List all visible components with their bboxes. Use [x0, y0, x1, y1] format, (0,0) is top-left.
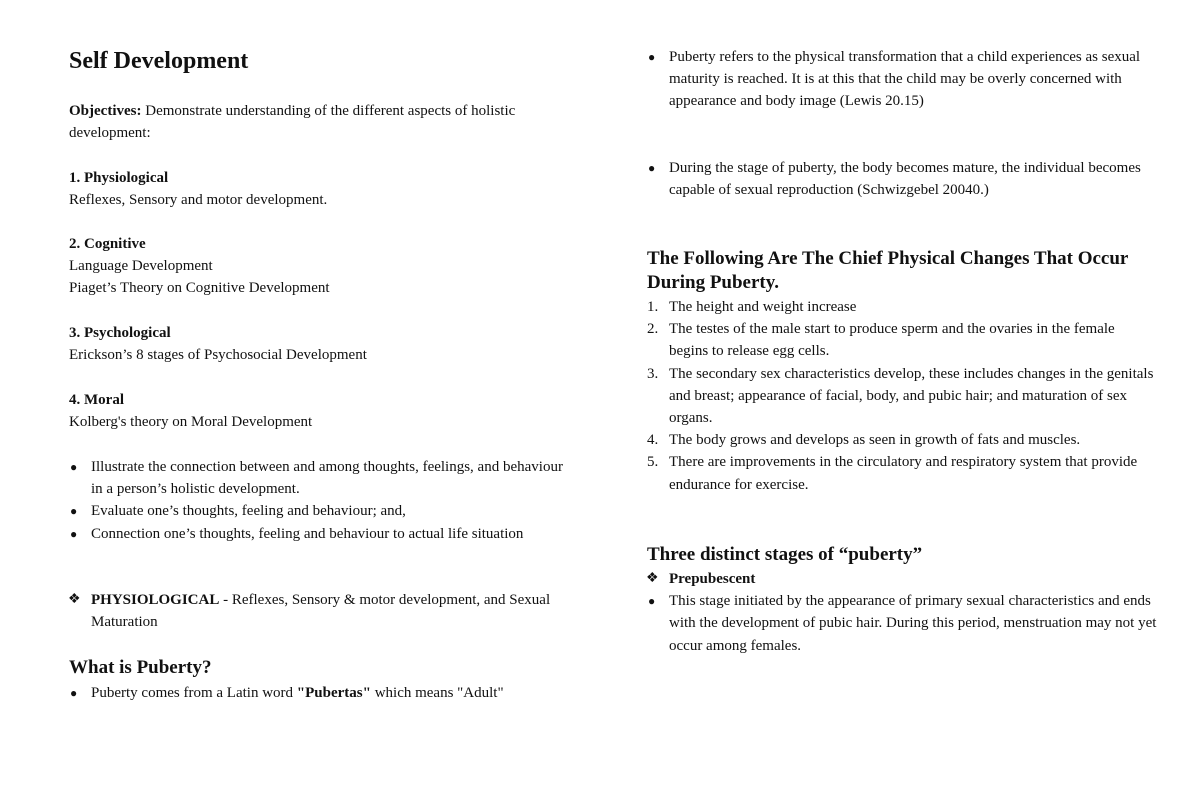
puberty-heading: What is Puberty?	[69, 657, 212, 678]
changes-heading: The Following Are The Chief Physical Changes That Occur During Puberty.	[647, 248, 1129, 293]
section-heading: 2. Cognitive	[69, 236, 146, 252]
changes-numbered-list	[647, 296, 1157, 496]
list-item: ● During the stage of puberty, the body becomes mature, the individual becomes capable of sexual reproduction (Schwizgebel 20040.)	[647, 157, 1157, 201]
list-item: ● Connection one’s thoughts, feeling and behaviour to actual life situation	[69, 523, 564, 545]
bullet-icon: ●	[648, 594, 656, 609]
objectives-label: Objectives:	[69, 103, 142, 119]
physiological-text: - Reflexes, Sensory & motor development, and Sexual Maturation	[91, 592, 551, 631]
bullet-icon: ●	[70, 460, 78, 474]
section-line: Erickson’s 8 stages of Psychosocial Development	[69, 347, 367, 364]
section-heading: 3. Psychological	[69, 325, 171, 341]
prepubescent-item	[647, 568, 1157, 657]
list-item: ● Illustrate the connection between and among thoughts, feelings, and behaviour in a person’s holistic development.	[69, 456, 564, 500]
objectives-paragraph	[69, 100, 564, 144]
list-item: 2. The testes of the male start to produce sperm and the ovaries in the female begins to release egg cells.	[647, 321, 1115, 360]
list-item: 1. The height and weight increase	[647, 299, 857, 315]
section-line: Kolberg's theory on Moral Development	[69, 414, 313, 431]
section-line: Reflexes, Sensory and motor development.	[69, 192, 328, 209]
physiological-label: PHYSIOLOGICAL	[91, 592, 220, 608]
page-title: Self Development	[69, 48, 249, 74]
list-item: 3. The secondary sex characteristics develop, these includes changes in the genitals and breast; appearance of facial, body, and pubic hair; and maturation of sex organs.	[647, 365, 1154, 427]
physiological-item	[69, 589, 564, 633]
section-line: Language Development	[69, 258, 213, 275]
objectives-text: Demonstrate understanding of the different aspects of holistic development:	[69, 103, 516, 142]
objectives-bullet-list	[69, 456, 564, 545]
list-item: 4. The body grows and develops as seen in growth of fats and muscles.	[647, 432, 1081, 449]
list-item: ● This stage initiated by the appearance of primary sexual characteristics and ends with the development of pubic hair. During this period, menstruation may not yet occur among females.	[647, 590, 1157, 657]
section-line: Piaget’s Theory on Cognitive Development	[69, 280, 330, 297]
diamond-bullet-icon: ❖	[646, 571, 659, 586]
stage-label: Prepubescent	[669, 571, 756, 587]
bullet-icon: ●	[648, 161, 656, 175]
stages-heading: Three distinct stages of “puberty”	[647, 544, 923, 565]
bullet-icon: ●	[70, 526, 78, 541]
puberty-stage-bullet	[647, 157, 1157, 201]
section-cognitive	[69, 233, 564, 300]
puberty-definition-bullet	[647, 46, 1157, 113]
list-item: ● Puberty comes from a Latin word "Pubertas" which means "Adult"	[69, 682, 564, 704]
section-physiological	[69, 167, 564, 211]
bullet-icon: ●	[70, 504, 78, 519]
list-item: ● Puberty refers to the physical transformation that a child experiences as sexual maturity is reached. It is at this that the child may be overly concerned with appearance and body image (Lewis 20.15)	[647, 46, 1157, 113]
section-psychological	[69, 322, 564, 366]
list-item: ● Evaluate one’s thoughts, feeling and behaviour; and,	[69, 500, 564, 522]
puberty-bullet-list	[69, 682, 564, 704]
bullet-icon: ●	[648, 50, 656, 64]
diamond-bullet-icon: ❖	[68, 592, 81, 607]
list-item: 5. There are improvements in the circulatory and respiratory system that provide endurance for exercise.	[647, 454, 1138, 493]
bullet-icon: ●	[70, 686, 78, 700]
latin-word: "Pubertas"	[296, 685, 371, 701]
section-heading: 1. Physiological	[69, 170, 169, 186]
section-moral	[69, 389, 564, 433]
section-heading: 4. Moral	[69, 392, 124, 408]
